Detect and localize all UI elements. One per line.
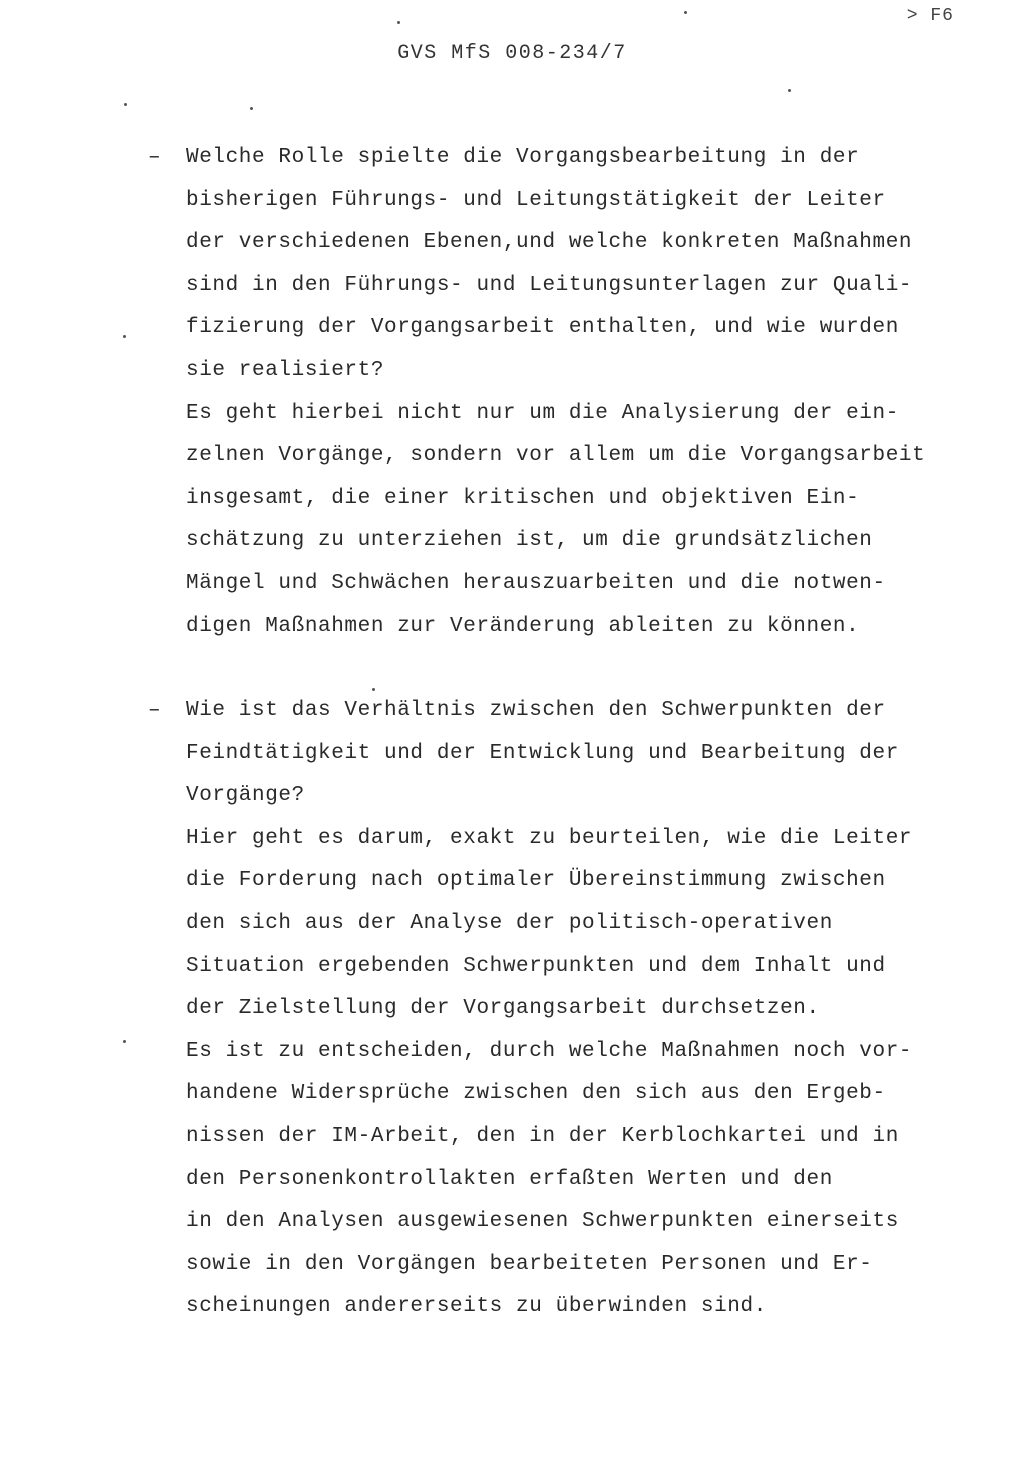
text-line: Situation ergebenden Schwerpunkten und dem Inhalt und [186,954,886,978]
text-line: die Forderung nach optimaler Übereinstimmung zwischen [186,869,886,893]
text-line: insgesamt, die einer kritischen und objektiven Ein- [186,486,860,510]
scan-speck [250,107,253,110]
scan-speck [372,688,375,691]
text-line: zelnen Vorgänge, sondern vor allem um die Vorgangsarbeit [186,444,926,468]
text-line: fizierung der Vorgangsarbeit enthalten, und wie wurden [186,316,899,340]
text-line: Hier geht es darum, exakt zu beurteilen, wie die Leiter [186,826,913,850]
text-line: sind in den Führungs- und Leitungsunterlagen zur Quali- [186,273,913,297]
text-line: Feindtätigkeit und der Entwicklung und Bearbeitung der [186,741,899,765]
text-line: in den Analysen ausgewiesenen Schwerpunkten einerseits [186,1210,899,1234]
text-line: sie realisiert? [186,358,385,382]
dash-marker: – [148,699,162,722]
scan-speck [123,1040,126,1043]
text-line: sowie in den Vorgängen bearbeiteten Personen und Er- [186,1252,873,1276]
text-line: Mängel und Schwächen herauszuarbeiten und die notwen- [186,571,886,595]
scan-speck [397,21,400,24]
scan-speck [123,335,126,338]
text-line: nissen der IM-Arbeit, den in der Kerblochkartei und in [186,1124,899,1148]
text-line: schätzung zu unterziehen ist, um die grundsätzlichen [186,529,873,553]
text-line: handene Widersprüche zwischen den sich aus den Ergeb- [186,1082,886,1106]
scan-speck [684,11,687,14]
text-line: scheinungen andererseits zu überwinden sind. [186,1295,767,1319]
text-line: Es ist zu entscheiden, durch welche Maßnahmen noch vor- [186,1039,913,1063]
text-line: der verschiedenen Ebenen,und welche konkreten Maßnahmen [186,231,913,255]
scan-speck [788,89,791,92]
question-item-2 [148,690,948,1329]
text-line: bisherigen Führungs- und Leitungstätigkeit der Leiter [186,188,886,212]
text-line: den sich aus der Analyse der politisch-operativen [186,911,833,935]
text-line: Welche Rolle spielte die Vorgangsbearbeitung in der [186,146,860,169]
document-reference-header: GVS MfS 008-234/7 [397,42,627,65]
text-line: der Zielstellung der Vorgangsarbeit durchsetzen. [186,997,820,1021]
text-line: Es geht hierbei nicht nur um die Analysierung der ein- [186,401,899,425]
scan-speck [124,103,127,106]
text-line: digen Maßnahmen zur Veränderung ableiten zu können. [186,614,860,638]
text-line: Vorgänge? [186,784,305,808]
dash-marker: – [148,146,162,169]
question-item-1 [148,137,948,648]
text-line: Wie ist das Verhältnis zwischen den Schwerpunkten der [186,699,886,722]
page-number: > F6 [906,6,954,26]
text-line: den Personenkontrollakten erfaßten Werten und den [186,1167,833,1191]
